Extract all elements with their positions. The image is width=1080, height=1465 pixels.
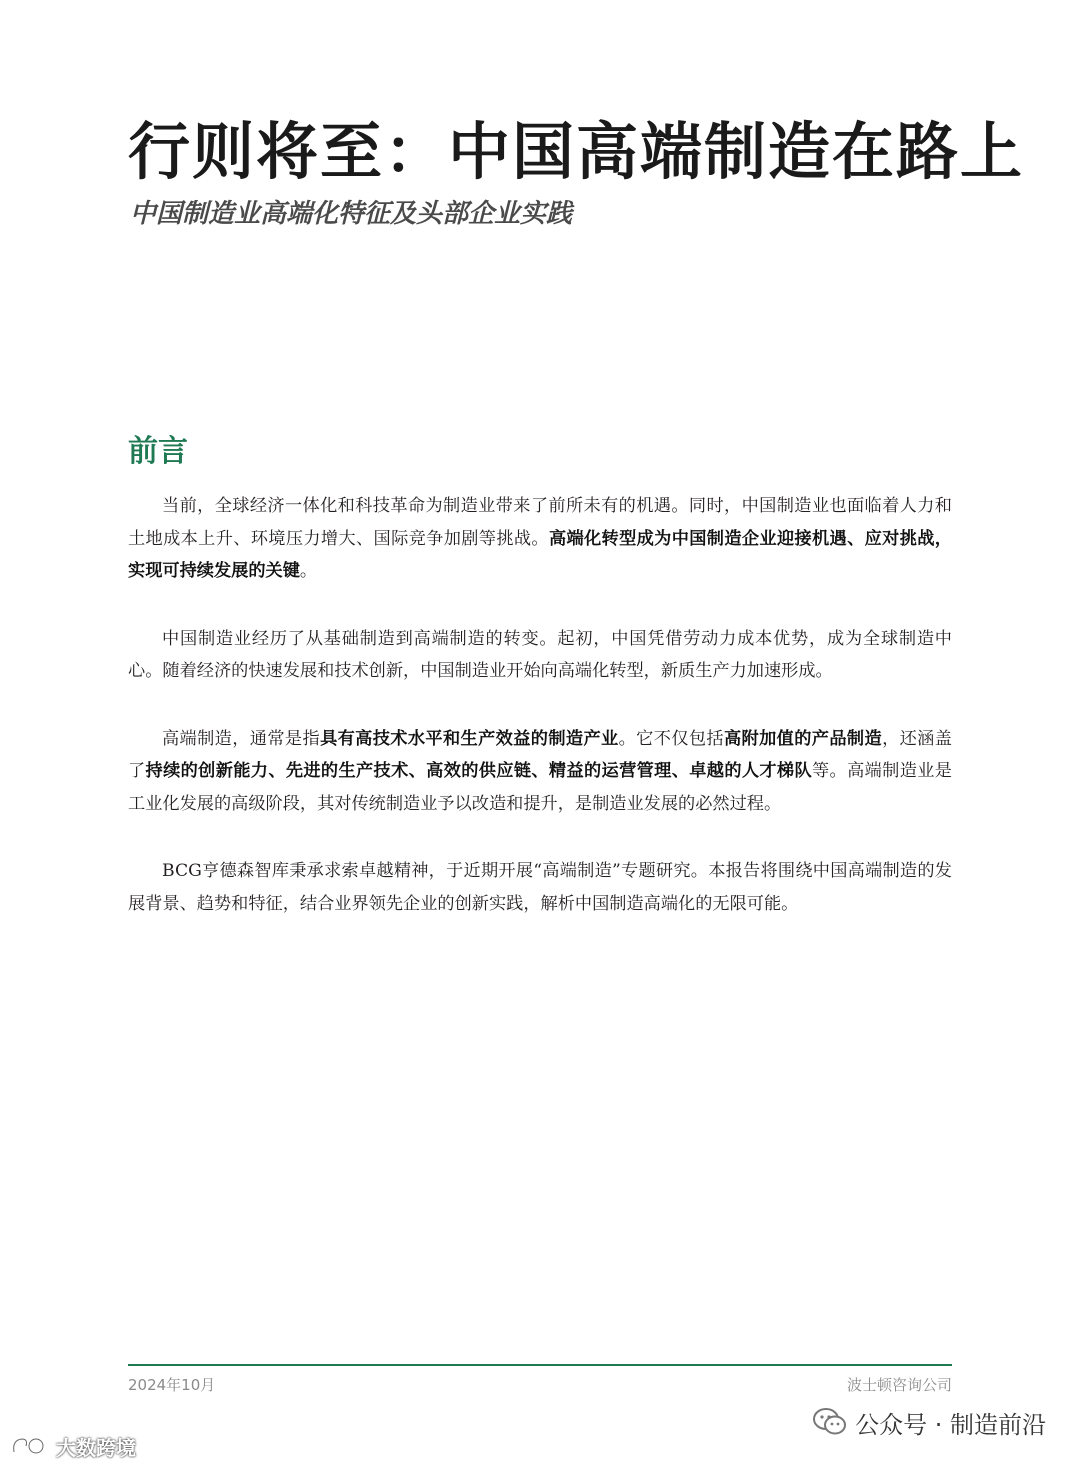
report-title: 行则将至：中国高端制造在路上 xyxy=(128,115,1025,188)
footer-organization: 波士顿咨询公司 xyxy=(846,1376,952,1394)
paragraph-3-emphasis-1: 具有高技术水平和生产效益的制造产业 xyxy=(320,728,619,749)
preface-body xyxy=(128,490,952,955)
wechat-watermark-label: 公众号 · 制造前沿 xyxy=(855,1410,1046,1439)
footer-divider xyxy=(128,1364,952,1366)
paragraph-3-emphasis-3: 持续的创新能力、先进的生产技术、高效的供应链、精益的运营管理、卓越的人才梯队 xyxy=(145,761,813,781)
wechat-watermark xyxy=(813,1404,1046,1440)
paragraph-1-text-2: 。 xyxy=(299,561,318,581)
paragraph-1 xyxy=(128,490,952,588)
paragraph-3-text-3: ，还涵盖了 xyxy=(128,728,952,781)
paragraph-2 xyxy=(128,623,952,688)
paragraph-3-text-4: 等。高端制造业是工业化发展的高级阶段，其对传统制造业予以改造和提升，是制造业发展的必然过程。 xyxy=(128,761,952,814)
brand-watermark-label: 大数跨境 xyxy=(56,1435,136,1460)
paragraph-1-text-1: 当前，全球经济一体化和科技革命为制造业带来了前所未有的机遇。同时，中国制造业也面临着人力和土地成本上升、环境压力增大、国际竞争加剧等挑战。 xyxy=(128,496,952,549)
section-heading-preface: 前言 xyxy=(128,434,188,469)
brand-watermark xyxy=(10,1432,136,1460)
paragraph-3-text-2: 。它不仅包括 xyxy=(618,728,724,749)
paragraph-1-emphasis-1: 高端化转型成为中国制造企业迎接机遇、应对挑战，实现可持续发展的关键 xyxy=(128,528,952,581)
paragraph-3-text-1: 高端制造，通常是指 xyxy=(162,728,321,749)
paragraph-3-emphasis-2: 高附加值的产品制造 xyxy=(724,728,883,749)
brand-logo-icon xyxy=(10,1434,50,1458)
paragraph-4-text-1: BCG亨德森智库秉承求索卓越精神，于近期开展“高端制造”专题研究。本报告将围绕中国高端制造的发展背景、趋势和特征，结合业界领先企业的创新实践，解析中国制造高端化的无限可能。 xyxy=(128,861,952,914)
footer-date: 2024年10月 xyxy=(128,1376,216,1394)
wechat-icon xyxy=(813,1407,847,1437)
paragraph-2-text-1: 中国制造业经历了从基础制造到高端制造的转变。起初，中国凭借劳动力成本优势，成为全球制造中心。随着经济的快速发展和技术创新，中国制造业开始向高端化转型，新质生产力加速形成。 xyxy=(128,628,952,681)
paragraph-4 xyxy=(128,855,952,920)
report-subtitle: 中国制造业高端化特征及头部企业实践 xyxy=(130,199,573,229)
paragraph-3 xyxy=(128,723,952,821)
